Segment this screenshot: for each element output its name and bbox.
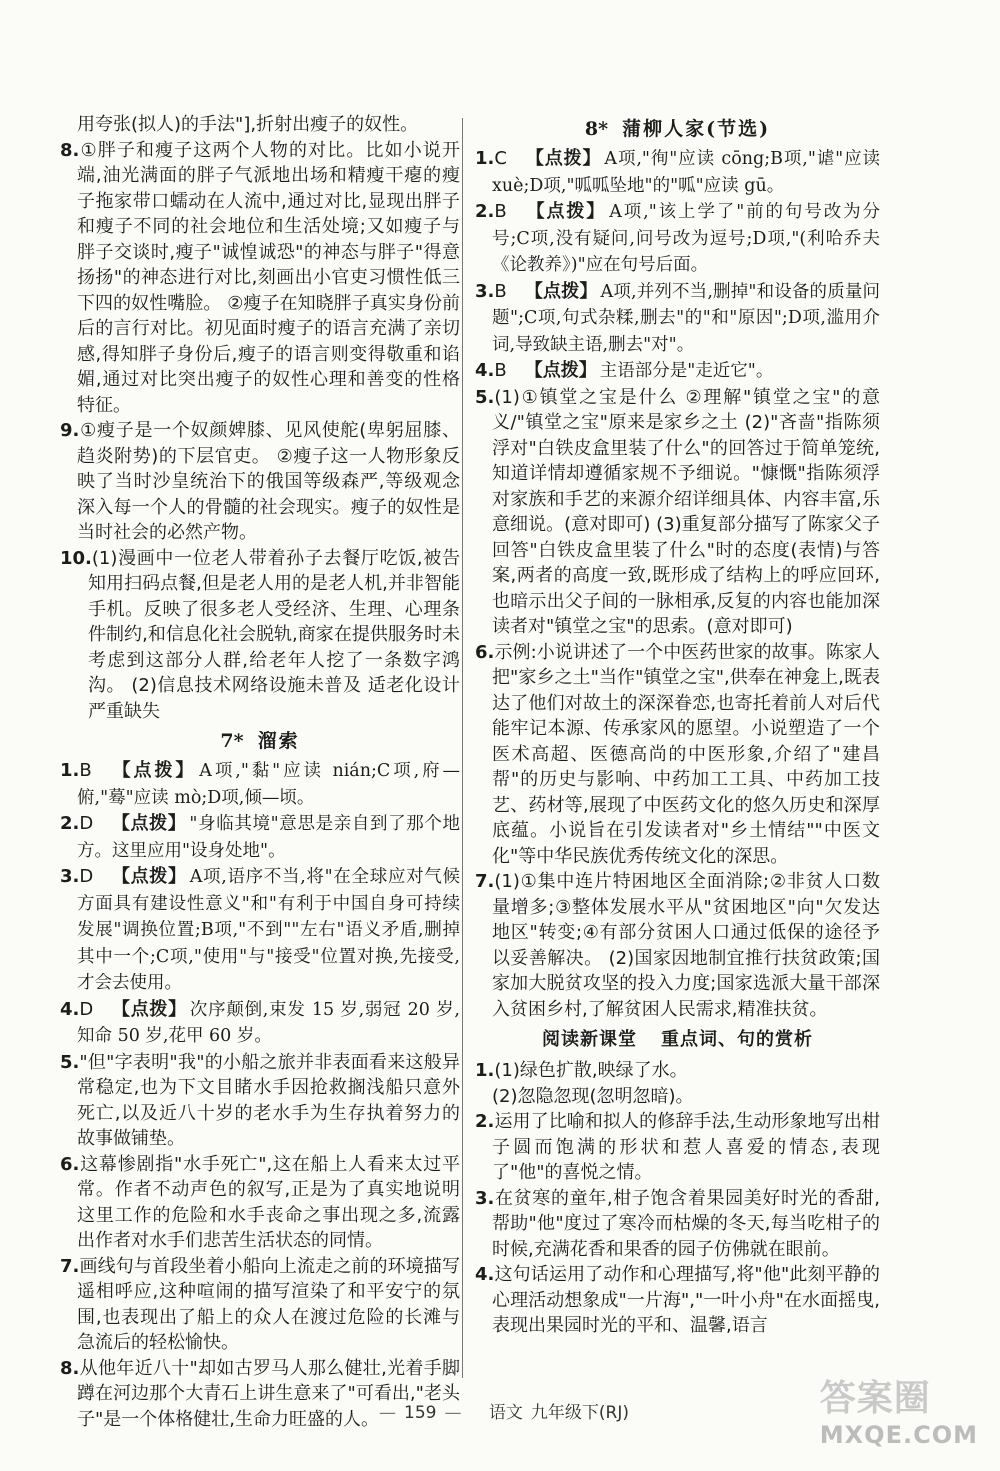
left-column	[60, 112, 460, 1432]
hint-tag: 【点拨】	[524, 201, 607, 222]
answer-item: 10.(1)漫画中一位老人带着孙子去餐厅吃饭,被告知用扫码点餐,但是老人用的是老人机,并非智能手机。反映了很多老人受经济、生理、心理条件制约,和信息化社会脱轨,商家在提供服务时未考虑到这部分人群,给老年人挖了一条数字鸿沟。 (2)信息技术网络设施未普及 适老化设计严重缺失	[60, 547, 460, 722]
answer-item: 3.B 【点拨】 A项,并列不当,删掉"和设备的质量问题";C项,句式杂糅,删去"的"和"原因";D项,滥用介词,导致缺主语,删去"对"。	[475, 280, 881, 355]
answer-subline: (2)忽隐忽现(忽明忽暗)。	[492, 1085, 694, 1107]
column-divider	[462, 118, 463, 1378]
hint-tag: 【点拨】	[524, 280, 598, 302]
answer-item: 6.示例:小说讲述了一个中医药世家的故事。陈家人把"家乡之土"当作"镇堂之宝",供奉在神龛上,既表达了他们对故土的深深眷恋,也寄托着前人对后代能牢记本源、传承家风的愿望。小说塑造了一个医术高超、医德高尚的中医形象,介绍了"建昌帮"的历史与影响、中药加工工具、中药加工技艺、药材等,展现了中医药文化的悠久历史和深厚底蕴。小说旨在引发读者对"乡土情结""中医文化"等中华民族优秀传统文化的深思。	[475, 641, 880, 867]
hint-tag: 【点拨】	[111, 813, 187, 834]
grade-label: 九年级下(RJ)	[530, 1403, 629, 1423]
answer-item: 9.①瘦子是一个奴颜婢膝、见风使舵(卑躬屈膝、趋炎附势)的下层官吏。 ②瘦子这一人物形象反映了当时沙皇统治下的俄国等级森严,等级观念深入每一个人的骨髓的社会现实。瘦子的奴性是当时社会的必然产物。	[60, 420, 460, 543]
reading-section-title: 阅读新课堂 重点词、句的赏析	[542, 1029, 813, 1050]
answer-item: 2.运用了比喻和拟人的修辞手法,生动形象地写出柑子圆而饱满的形状和惹人喜爱的情态,表现了"他"的喜悦之情。	[475, 1111, 880, 1183]
answer-item: 8.①胖子和瘦子这两个人物的对比。比如小说开端,油光满面的胖子气派地出场和精瘦干瘪的瘦子拖家带口蠕动在人流中,通过对比,显现出胖子和瘦子不同的社会地位和生活处境;又如瘦子与胖子交谈时,瘦子"诚惶诚恐"的神态与胖子"得意扬扬"的神态进行对比,刻画出小官吏习惯性低三下四的奴性嘴脸。 ②瘦子在知晓胖子真实身份前后的言行对比。初见面时瘦子的语言充满了亲切感,得知胖子身份后,瘦子的语言则变得敬重和谄媚,通过对比突出瘦子的奴性心理和善变的性格特征。	[60, 139, 460, 416]
answer-item: 1.B 【点拨】 A项,"黏"应读 nián;C项,府—俯,"蓦"应读 mò;D项,倾—顷。	[60, 760, 460, 808]
answer-item: 5."但"字表明"我"的小船之旅并非表面看来这般异常稳定,也为下文目睹水手因抢救搁浅船只意外死亡,以及近八十岁的老水手为生存执着努力的故事做铺垫。	[60, 1051, 460, 1149]
right-column	[475, 112, 880, 1339]
answer-item: 2.D 【点拨】 "身临其境"意思是亲自到了那个地方。这里应用"设身处地"。	[60, 813, 460, 861]
page-number: 159	[404, 1403, 437, 1423]
answer-item: 3.D 【点拨】 A项,语序不当,将"在全球应对气候方面具有建设性意义"和"有利于中国自身可持续发展"调换位置;B项,"不到""左右"语义矛盾,删掉其中一个;C项,"使用"与"接受"位置对换,先接受,才会去使用。	[60, 866, 460, 993]
hint-tag: 【点拨】	[524, 148, 602, 169]
answer-item: 1.C 【点拨】 A项,"徇"应读 cōng;B项,"谑"应读 xuè;D项,"呱呱坠地"的"呱"应读 gū。	[475, 148, 881, 196]
answer-item: 7.画线句与首段坐着小船向上流走之前的环境描写遥相呼应,这种喧闹的描写渲染了和平安宁的氛围,也表现出了船上的众人在渡过危险的长滩与急流后的轻松愉快。	[60, 1255, 460, 1353]
hint-tag: 【点拨】	[111, 998, 187, 1020]
continued-paragraph: 用夸张(拟人)的手法"],折射出瘦子的奴性。	[77, 114, 419, 135]
answer-item: 4.这句话运用了动作和心理描写,将"他"此刻平静的心理活动想象成"一片海","一叶小舟"在水面摇曳,表现出果园时光的平和、温馨,语言	[475, 1264, 880, 1336]
subject-label: 语文	[488, 1403, 523, 1423]
answer-item: 3.在贫寒的童年,柑子饱含着果园美好时光的香甜,帮助"他"度过了寒冷而枯燥的冬天,每当吃柑子的时候,充满花香和果香的园子仿佛就在眼前。	[475, 1187, 880, 1260]
watermark-logo: 答案圈 MXQE.COM	[819, 1378, 978, 1449]
answer-item: 1.(1)绿色扩散,映绿了水。	[475, 1060, 688, 1081]
answer-item: 7.(1)①集中连片特困地区全面消除;②非贫人口数量增多;③整体发展水平从"贫困地区"向"欠发达地区"转变;④有部分贫困人口通过低保的途径予以妥善解决。 (2)国家因地制宜推行扶贫政策;国家加大脱贫攻坚的投入力度;国家选派大量干部深入贫困乡村,了解贫困人民需求,精准扶贫。	[475, 871, 880, 1020]
answer-item: 8.从他年近八十"却如古罗马人那么健壮,光着手脚蹲在河边那个大青石上讲生意来了"可看出,"老头子"是一个体格健壮,生命力旺盛的人。	[60, 1357, 460, 1430]
answer-item: 5.(1)①镇堂之宝是什么 ②理解"镇堂之宝"的意义/"镇堂之宝"原来是家乡之土 (2)"吝啬"指陈须浮对"白铁皮盒里装了什么"的回答过于简单笼统,知道详情却遵循家规不予细说。"慷慨"指陈须浮对家族和手艺的来源介绍详细具体、内容丰富,乐意细说。(意对即可) (3)重复部分描写了陈家父子回答"白铁皮盒里装了什么"时的态度(表情)与答案,两者的高度一致,既形成了结构上的呼应回环,也暗示出父子间的一脉相承,反复的内容也能加深读者对"镇堂之宝"的思索。(意对即可)	[475, 386, 880, 637]
answer-item: 4.D 【点拨】 次序颠倒,束发 15 岁,弱冠 20 岁,知命 50 岁,花甲 60 岁。	[60, 998, 460, 1046]
answer-item: 2.B 【点拨】 A项,"该上学了"前的句号改为分号;C项,没有疑问,问号改为逗号;D项,"(利哈乔夫《论教养》)"应在句号后面。	[475, 201, 880, 275]
section-title-7: 7* 溜索	[220, 730, 300, 752]
hint-tag: 【点拨】	[111, 866, 187, 887]
answer-item: 6.这幕惨剧指"水手死亡",这在船上人看来太过平常。作者不动声色的叙写,正是为了真实地说明这里工作的危险和水手丧命之事出现之多,流露出作者对水手们悲苦生活状态的同情。	[60, 1153, 460, 1251]
section-title-8: 8* 蒲柳人家(节选)	[584, 118, 771, 140]
hint-tag: 【点拨】	[524, 360, 597, 381]
page-footer: — 159 — 语文 九年级下(RJ)	[379, 1403, 629, 1423]
answer-item: 4.B 【点拨】 主语部分是"走近它"。	[475, 360, 774, 381]
hint-tag: 【点拨】	[109, 760, 197, 781]
